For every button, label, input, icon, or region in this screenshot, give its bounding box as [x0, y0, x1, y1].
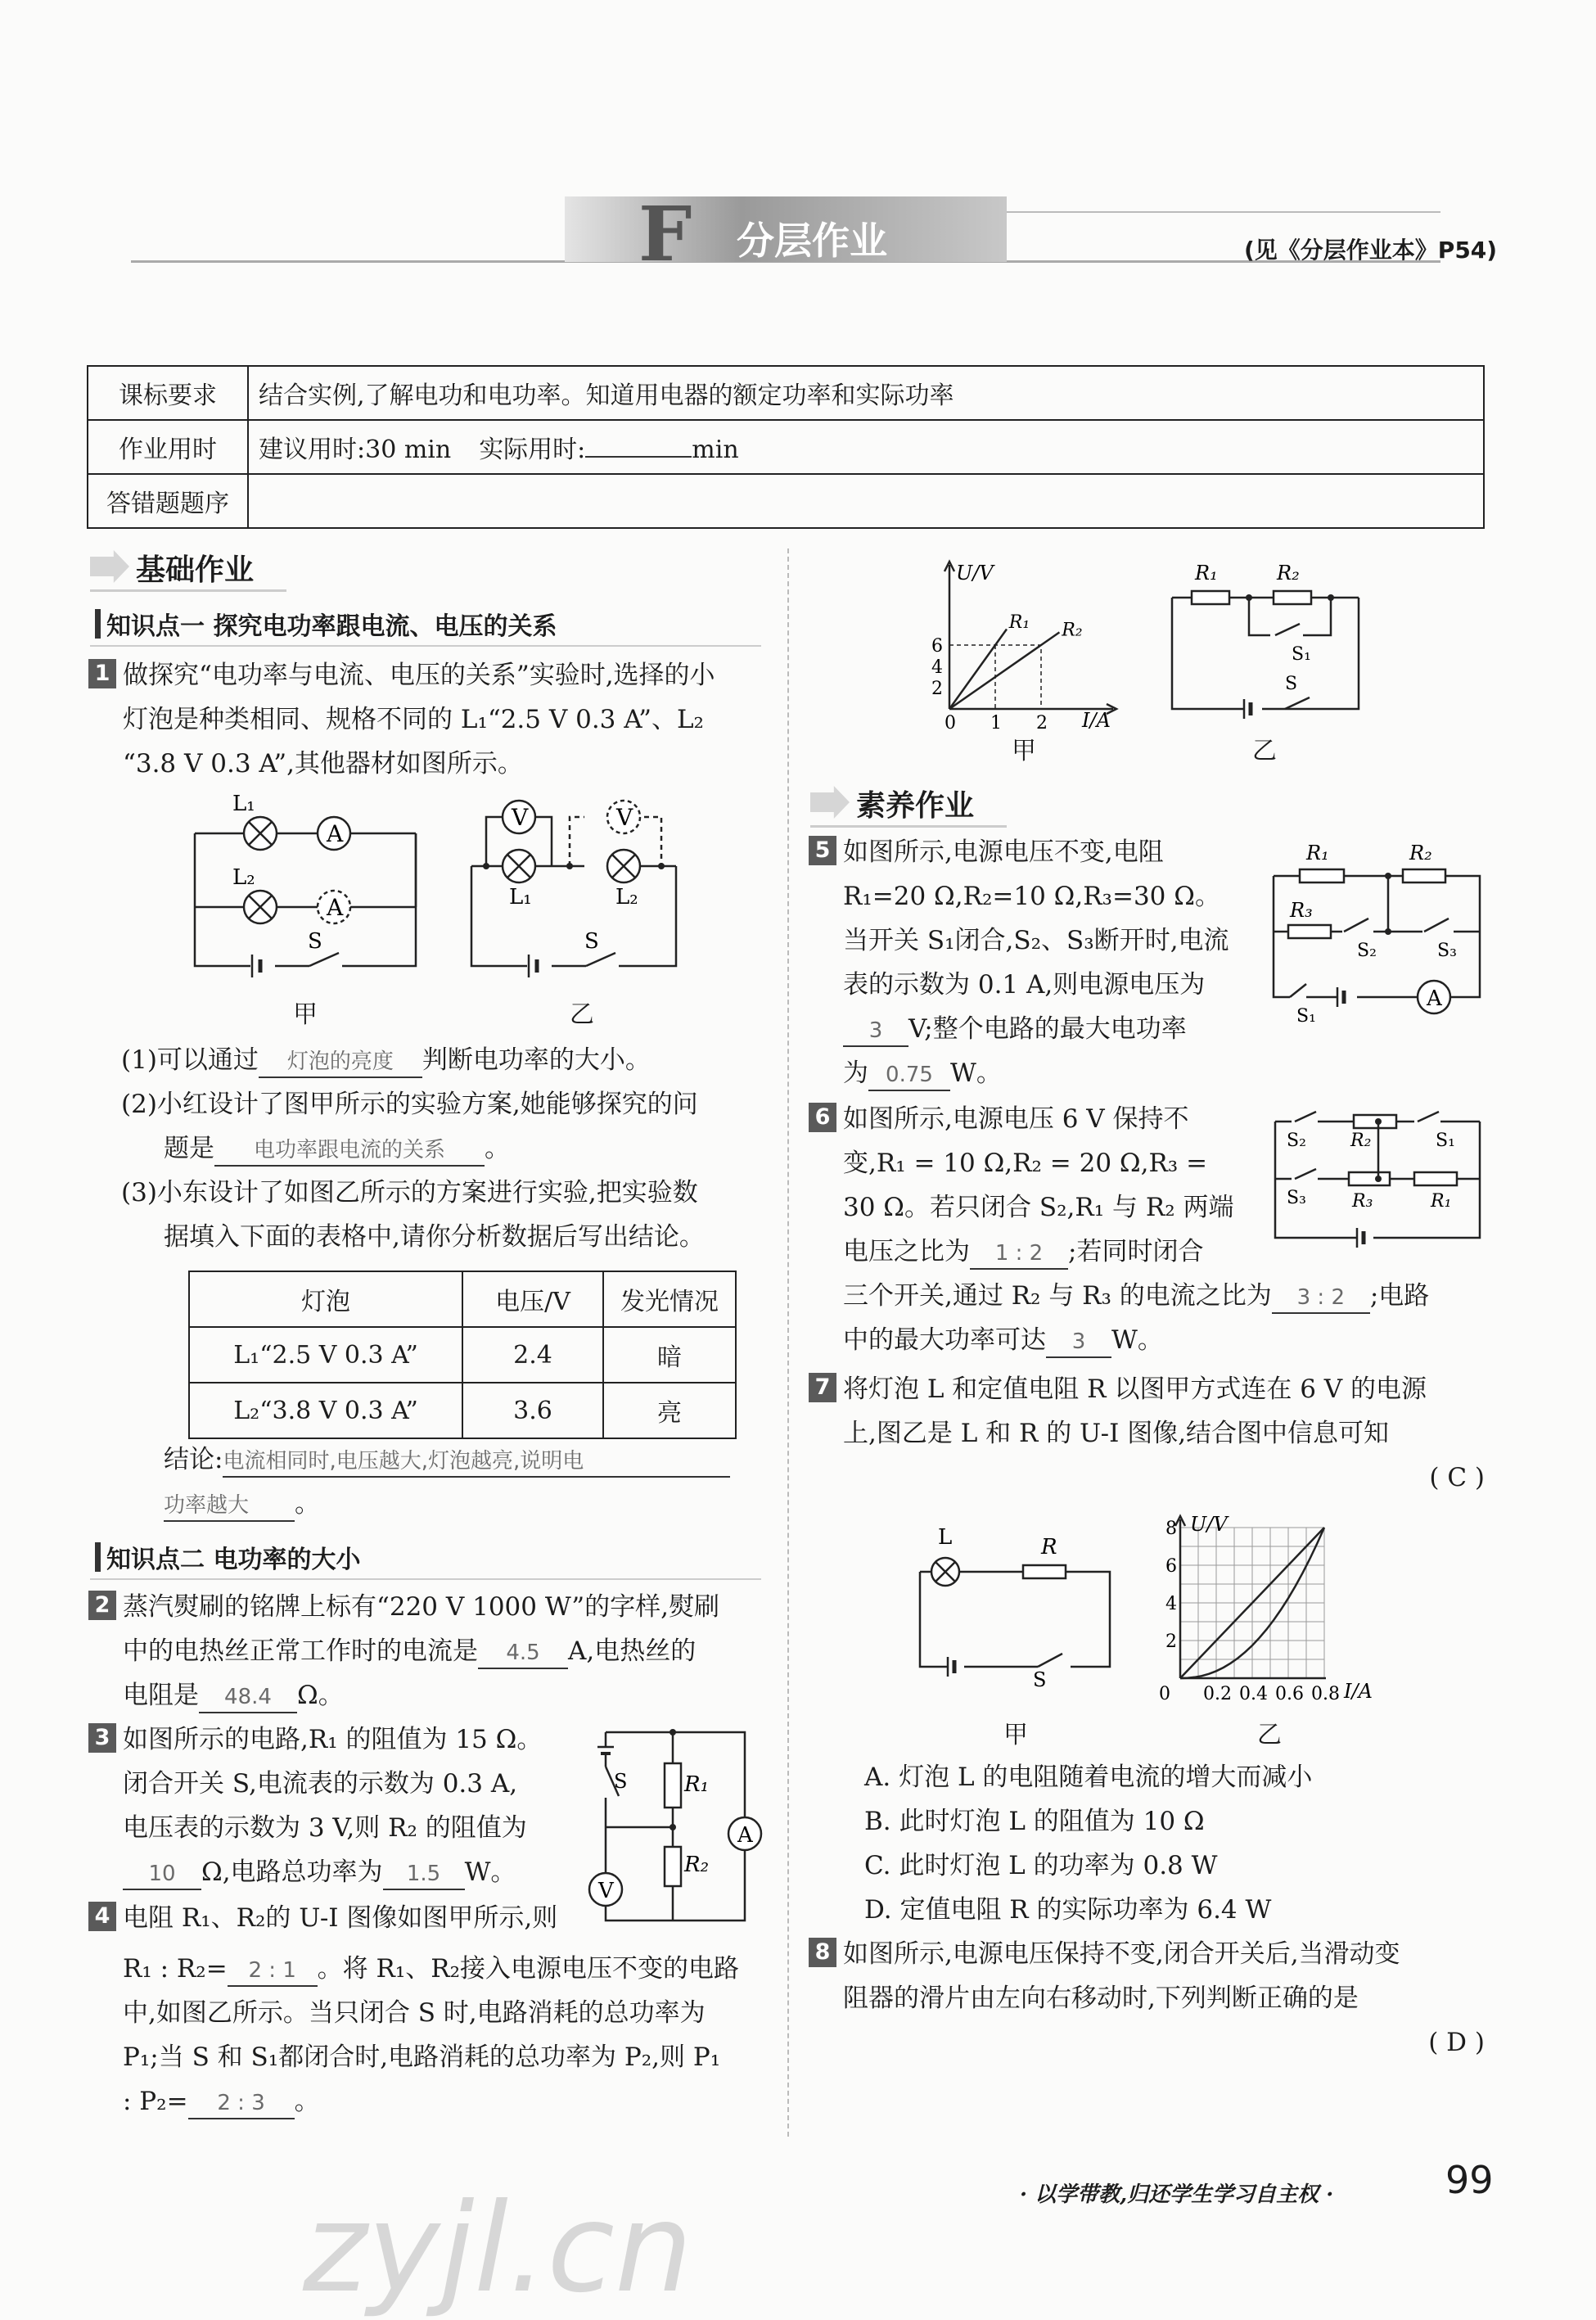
- option-a[interactable]: A. 灯泡 L 的电阻随着电流的增大而减小: [864, 1763, 1313, 1792]
- kp1-rule: [90, 645, 761, 647]
- info-label: 课标要求: [88, 366, 248, 420]
- series-label: R₂: [1062, 620, 1083, 641]
- q7-options: [864, 1755, 1486, 1932]
- svg-text:L₁: L₁: [509, 885, 532, 909]
- q8-answer[interactable]: ( D ): [1428, 2028, 1485, 2057]
- lamp-icon: [244, 817, 277, 850]
- info-table: [87, 365, 1485, 529]
- q6-answer-ratio-2[interactable]: 3 : 2: [1272, 1283, 1370, 1314]
- svg-text:S: S: [1033, 1668, 1047, 1691]
- q7-fig-a-caption: 甲: [1003, 1721, 1028, 1749]
- q8: 8 如图所示,电源电压保持不变,闭合开关后,当滑动变 阻器的滑片由左向右移动时,下列判断正确的是 ( D ): [809, 1932, 1488, 2065]
- kp1-heading: 知识点一 探究电功率跟电流、电压的关系: [106, 606, 557, 642]
- kp2-heading: 知识点二 电功率的大小: [106, 1539, 360, 1575]
- section-arrow-icon: [90, 550, 129, 583]
- q1-fig-a-caption: 甲: [293, 1000, 318, 1029]
- svg-text:L: L: [938, 1525, 953, 1550]
- svg-text:R₂: R₂: [684, 1853, 709, 1877]
- q4-graph: [925, 553, 1129, 733]
- x-tick-label: 0.6: [1275, 1684, 1304, 1704]
- svg-text:A: A: [327, 894, 344, 921]
- q2-answer-current[interactable]: 4.5: [478, 1638, 568, 1669]
- watermark: zyjl.cn: [303, 2178, 693, 2320]
- section-arrow-icon: [810, 786, 850, 819]
- q1-fig-b-caption: 乙: [570, 1000, 594, 1029]
- svg-text:S₁: S₁: [1292, 644, 1311, 665]
- q4-number: 4: [88, 1902, 116, 1931]
- table-header: 电压/V: [462, 1271, 603, 1327]
- q6-answer-max-power[interactable]: 3: [1046, 1327, 1111, 1358]
- q5: 5 如图所示,电源电压不变,电阻 R₁=20 Ω,R₂=10 Ω,R₃=30 Ω。 当开关 S₁闭合,S₂、S₃断开时,电流 表的示数为 0.1 A,则电源电压为 3 V;整个电路的最大电功率 为 0.75 W。: [809, 830, 1267, 1095]
- column-divider: [787, 548, 789, 2137]
- x-tick-label: 0: [1159, 1684, 1170, 1704]
- series-line-r1: [949, 630, 1007, 710]
- q2-number: 2: [88, 1591, 116, 1620]
- svg-text:R₂: R₂: [1277, 562, 1300, 585]
- x-tick-label: 2: [1036, 713, 1048, 733]
- svg-text:L₂: L₂: [615, 885, 638, 909]
- q1-answer-2[interactable]: 电功率跟电流的关系: [214, 1135, 485, 1167]
- q5-answer-power[interactable]: 0.75: [868, 1060, 950, 1091]
- q1-parts: (1)可以通过 灯泡的亮度 判断电功率的大小。 (2)小红设计了图甲所示的实验方案,她能够探究的问 题是 电功率跟电流的关系 。 (3)小东设计了如图乙所示的方案进行实验,把实验数 据填入下面的表格中,请你分析数据后写出结论。: [121, 1045, 705, 1252]
- q5-answer-voltage[interactable]: 3: [843, 1016, 908, 1047]
- y-tick-label: 6: [931, 636, 943, 657]
- q8-number: 8: [809, 1938, 836, 1967]
- q1-conclusion: 结论:电流相同时,电压越大,灯泡越亮,说明电 功率越大 。: [164, 1438, 769, 1526]
- info-label: 作业用时: [88, 420, 248, 474]
- svg-text:R₂: R₂: [1409, 842, 1432, 864]
- section-underline: [810, 825, 1007, 828]
- svg-text:S₂: S₂: [1357, 941, 1377, 961]
- svg-text:S₁: S₁: [1436, 1131, 1455, 1151]
- q4: 4 电阻 R₁、R₂的 U-I 图像如图甲所示,则 R₁ : R₂= 2 : 1 。将 R₁、R₂接入电源电压不变的电路 中,如图乙所示。当只闭合 S 时,电路消耗的总功率为 P₁;当 S 和 S₁都闭合时,电路消耗的总功率为 P₂,则 P₁ : P₂= 2 : 3 。: [88, 1896, 776, 2124]
- q1-circuit-a: [187, 792, 432, 981]
- series-label: R₁: [1008, 612, 1030, 634]
- svg-text:S₂: S₂: [1287, 1131, 1306, 1151]
- svg-text:V: V: [598, 1879, 614, 1903]
- x-tick-label: 0: [945, 713, 956, 733]
- svg-text:A: A: [737, 1823, 753, 1848]
- q3-answer-r2[interactable]: 10: [123, 1859, 201, 1890]
- q7-x-label: I/A: [1344, 1680, 1373, 1703]
- lamp-icon: [931, 1558, 959, 1586]
- q1-data-table: [188, 1271, 737, 1439]
- wrong-questions-field[interactable]: [248, 474, 1484, 528]
- q7-circuit: [910, 1523, 1123, 1691]
- q7-y-label: U/V: [1190, 1513, 1228, 1536]
- svg-text:A: A: [327, 820, 344, 847]
- svg-text:S₁: S₁: [1296, 1006, 1316, 1027]
- q1-conclusion-answer[interactable]: 电流相同时,电压越大,灯泡越亮,说明电: [223, 1447, 730, 1478]
- svg-text:S: S: [614, 1770, 628, 1793]
- svg-text:R₁: R₁: [1431, 1191, 1452, 1212]
- q7-number: 7: [809, 1373, 836, 1402]
- option-d[interactable]: D. 定值电阻 R 的实际功率为 6.4 W: [864, 1895, 1272, 1925]
- q2-answer-resistance[interactable]: 48.4: [199, 1682, 297, 1713]
- q5-number: 5: [809, 836, 836, 865]
- x-tick-label: 0.4: [1239, 1684, 1268, 1704]
- q7-fig-b-caption: 乙: [1257, 1721, 1282, 1749]
- section-underline: [90, 589, 286, 592]
- q1-answer-1[interactable]: 灯泡的亮度: [259, 1047, 422, 1078]
- header-ref: (见《分层作业本》P54): [1244, 237, 1498, 264]
- info-value: 结合实例,了解电功和电功率。知道用电器的额定功率和实际功率: [248, 366, 1484, 420]
- q4-circuit-b: [1162, 557, 1367, 720]
- x-tick-label: 0.2: [1203, 1684, 1232, 1704]
- q3-number: 3: [88, 1723, 116, 1753]
- lamp-icon: [503, 850, 535, 882]
- svg-text:R₃: R₃: [1290, 899, 1313, 922]
- q3-answer-power[interactable]: 1.5: [383, 1859, 465, 1890]
- q3: 3 如图所示的电路,R₁ 的阻值为 15 Ω。 闭合开关 S,电流表的示数为 0.3 A, 电压表的示数为 3 V,则 R₂ 的阻值为 10 Ω,电路总功率为 1.5 W。: [88, 1717, 579, 1894]
- info-value: 建议用时:30 min 实际用时: min: [248, 420, 1484, 474]
- section-literacy: 素养作业: [856, 789, 975, 823]
- x-tick-label: 0.8: [1311, 1684, 1340, 1704]
- q1-circuit-b: [463, 792, 684, 981]
- y-tick-label: 2: [931, 679, 943, 699]
- lamp-icon: [244, 891, 277, 923]
- svg-text:S₃: S₃: [1287, 1188, 1306, 1208]
- svg-text:R₁: R₁: [1306, 842, 1329, 864]
- svg-text:S: S: [584, 929, 599, 954]
- svg-text:A: A: [1427, 986, 1442, 1011]
- footer-slogan: · 以学带教,归还学生学习自主权 ·: [1020, 2182, 1334, 2207]
- q7-answer[interactable]: ( C ): [1429, 1463, 1485, 1492]
- svg-text:R₃: R₃: [1352, 1191, 1373, 1212]
- q4-answer-power-ratio[interactable]: 2 : 3: [188, 2088, 295, 2119]
- y-tick-label: 6: [1165, 1556, 1177, 1577]
- kp2-rule: [90, 1578, 761, 1580]
- series-line-r2: [949, 632, 1059, 709]
- q6-answer-ratio-1[interactable]: 1 : 2: [970, 1239, 1068, 1270]
- info-label: 答错题题序: [88, 474, 248, 528]
- svg-text:R₂: R₂: [1350, 1131, 1372, 1151]
- y-tick-label: 4: [931, 657, 943, 678]
- q6-number: 6: [809, 1103, 836, 1132]
- table-row: L₁“2.5 V 0.3 A” 2.4 暗: [189, 1327, 736, 1383]
- q4-answer-ratio[interactable]: 2 : 1: [228, 1956, 318, 1987]
- q7-graph: [1159, 1508, 1391, 1713]
- q1-number: 1: [88, 659, 116, 688]
- q4-fig-a-caption: 甲: [1012, 737, 1036, 765]
- banner-title: 分层作业: [737, 219, 887, 263]
- q7: 7 将灯泡 L 和定值电阻 R 以图甲方式连在 6 V 的电源 上,图乙是 L 和 R 的 U-I 图像,结合图中信息可知 ( C ): [809, 1367, 1488, 1500]
- svg-text:V: V: [616, 804, 633, 831]
- svg-text:S: S: [1285, 674, 1298, 694]
- svg-text:L₂: L₂: [232, 865, 255, 890]
- option-c[interactable]: C. 此时灯泡 L 的功率为 0.8 W: [864, 1851, 1218, 1880]
- q4-fig-b-caption: 乙: [1252, 737, 1277, 765]
- section-basic: 基础作业: [136, 553, 255, 587]
- q1-conclusion-answer-2[interactable]: 功率越大: [164, 1491, 295, 1522]
- svg-text:S₃: S₃: [1437, 941, 1457, 961]
- y-tick-label: 8: [1165, 1519, 1177, 1539]
- actual-time-blank[interactable]: [585, 456, 692, 458]
- q6: 6 如图所示,电源电压 6 V 保持不 变,R₁ = 10 Ω,R₂ = 20 Ω,R₃ = 30 Ω。若只闭合 S₂,R₁ 与 R₂ 两端 电压之比为 1 : 2 ;若同时闭合 三个开关,通过 R₂ 与 R₃ 的电流之比为 3 : 2 ;电路 中的最大功率可达 3 W。: [809, 1097, 1488, 1362]
- table-row: L₂“3.8 V 0.3 A” 3.6 亮: [189, 1383, 736, 1438]
- lamp-icon: [607, 850, 640, 882]
- x-tick-label: 1: [990, 713, 1002, 733]
- y-tick-label: 4: [1165, 1594, 1177, 1614]
- svg-text:S: S: [308, 929, 322, 954]
- table-header: 灯泡: [189, 1271, 462, 1327]
- header-rule-right: [999, 211, 1440, 213]
- q4-x-label: I/A: [1082, 709, 1111, 732]
- svg-text:R₁: R₁: [1195, 562, 1218, 585]
- q4-y-label: U/V: [956, 562, 994, 585]
- table-header: 发光情况: [603, 1271, 736, 1327]
- svg-text:R: R: [1041, 1535, 1057, 1559]
- option-b[interactable]: B. 此时灯泡 L 的阻值为 10 Ω: [864, 1807, 1205, 1836]
- svg-text:L₁: L₁: [232, 792, 255, 816]
- page-number: 99: [1445, 2158, 1494, 2202]
- q1: 1 做探究“电功率与电流、电压的关系”实验时,选择的小 灯泡是种类相同、规格不同的 L₁“2.5 V 0.3 A”、L₂ “3.8 V 0.3 A”,其他器材如图所示。: [88, 653, 768, 786]
- svg-text:R₁: R₁: [684, 1772, 709, 1797]
- q2: 2 蒸汽熨刷的铭牌上标有“220 V 1000 W”的字样,熨刷 中的电热丝正常工作时的电流是 4.5 A,电热丝的 电阻是 48.4 Ω。: [88, 1585, 768, 1717]
- q5-circuit: [1265, 835, 1486, 1031]
- y-tick-label: 2: [1165, 1632, 1177, 1652]
- banner-letter: F: [638, 190, 692, 278]
- q6-circuit: [1267, 1107, 1488, 1262]
- svg-text:V: V: [512, 804, 529, 831]
